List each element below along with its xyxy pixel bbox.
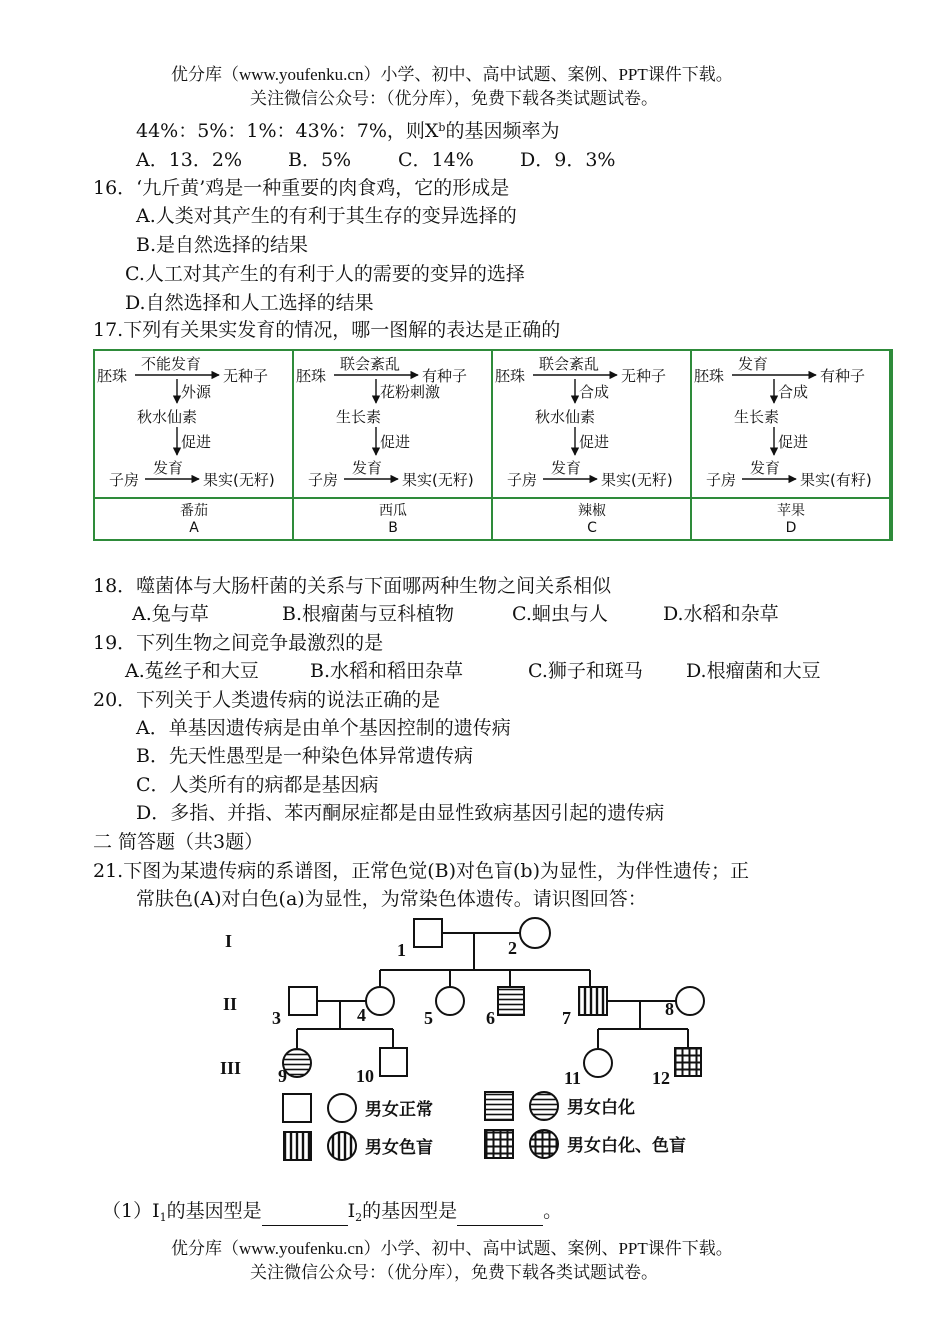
q21-stem-line2: 常肤色(A)对白色(a)为显性，为常染色体遗传。请识图回答： [136, 888, 647, 910]
panel-3-low-arrow-label: 促进 [778, 433, 809, 451]
pedigree-lines [297, 933, 688, 1048]
panel-2-top-right: 无种子 [621, 367, 667, 385]
generation-label-1: I [225, 931, 233, 951]
panel-1-bot-left: 子房 [308, 471, 339, 489]
panel-1-low-arrow-label: 促进 [380, 433, 411, 451]
q19-options [125, 659, 821, 683]
q18-option-d: D.水稻和杂草 [663, 603, 779, 625]
panel-0-top-right: 无种子 [223, 367, 269, 385]
label-9: 9 [278, 1066, 287, 1086]
panel-3-name: 苹果 [777, 503, 805, 519]
panel-0-name: 番茄 [180, 503, 208, 519]
q20-option-b: B．先天性愚型是一种染色体异常遗传病 [136, 745, 473, 767]
individual-1 [414, 919, 442, 947]
panel-0-top-left: 胚珠 [97, 367, 128, 385]
panel-1-mid-arrow-label: 花粉刺激 [380, 383, 441, 401]
fruit-diagrams [95, 351, 891, 539]
answer-blank-2[interactable] [457, 1207, 543, 1226]
panel-2-bot-arrow-label: 发育 [551, 459, 582, 477]
panel-2-name: 辣椒 [578, 503, 606, 519]
panel-1-letter: B [388, 520, 398, 536]
page-footer-line1: 优分库（www.youfenku.cn）小学、初中、高中试题、案例、PPT课件下载。 [171, 1239, 733, 1258]
panel-1-top-left: 胚珠 [296, 367, 327, 385]
label-11: 11 [564, 1068, 582, 1088]
legend-female-colorblind [328, 1132, 356, 1160]
legend-male-both [485, 1130, 513, 1158]
q19-option-d: D.根瘤菌和大豆 [686, 660, 821, 682]
q19-option-a: A.菟丝子和大豆 [125, 660, 259, 682]
individual-11 [584, 1049, 612, 1077]
individual-4 [366, 987, 394, 1015]
panel-0-letter: A [189, 520, 199, 536]
legend-label-colorblind: 男女色盲 [365, 1138, 433, 1158]
panel-0-bot-right: 果实(无籽) [203, 471, 275, 489]
panel-2-mid-node: 秋水仙素 [535, 408, 596, 426]
pedigree-chart [210, 912, 750, 1182]
panel-0-bot-left: 子房 [109, 471, 140, 489]
q18-option-c: C.蛔虫与人 [512, 603, 608, 625]
q16-option-c: C.人工对其产生的有利于人的需要的变异的选择 [125, 263, 525, 285]
panel-2-low-arrow-label: 促进 [579, 433, 610, 451]
individual-12-albino-colorblind [675, 1048, 701, 1076]
legend-label-normal: 男女正常 [365, 1100, 433, 1120]
panel-3-top-right: 有种子 [820, 367, 866, 385]
panel-2-bot-right: 果实(无籽) [601, 471, 673, 489]
legend-male-albino [485, 1092, 513, 1120]
q18-option-a: A.兔与草 [132, 603, 209, 625]
individual-10 [380, 1048, 407, 1076]
page-header-line1: 优分库（www.youfenku.cn）小学、初中、高中试题、案例、PPT课件下载。 [171, 65, 733, 84]
legend-label-albino: 男女白化 [567, 1098, 635, 1118]
panel-2-mid-arrow-label: 合成 [579, 383, 610, 401]
q15-options [136, 148, 615, 172]
panel-3-top-left: 胚珠 [694, 367, 725, 385]
individual-8 [676, 987, 704, 1015]
q16-stem: 16．‘九斤黄’鸡是一种重要的肉食鸡，它的形成是 [93, 177, 510, 199]
q17-stem: 17.下列有关果实发育的情况，哪一图解的表达是正确的 [93, 319, 561, 341]
label-5: 5 [424, 1008, 433, 1028]
individual-6-albino [498, 987, 524, 1015]
panel-3-letter: D [785, 520, 797, 536]
label-6: 6 [486, 1008, 495, 1028]
panel-1-mid-node: 生长素 [336, 408, 382, 426]
legend-female-both [530, 1130, 558, 1158]
legend-male-normal [283, 1094, 311, 1122]
individual-2 [520, 918, 550, 948]
label-3: 3 [272, 1008, 281, 1028]
panel-2-letter: C [587, 520, 597, 536]
individual-7-colorblind [579, 987, 607, 1015]
label-7: 7 [562, 1008, 571, 1028]
q19-option-b: B.水稻和稻田杂草 [310, 660, 464, 682]
panel-0-low-arrow-label: 促进 [181, 433, 212, 451]
panel-1-bot-arrow-label: 发育 [352, 459, 383, 477]
legend-female-albino [530, 1092, 558, 1120]
q15-option-a: A．13．2% [136, 149, 243, 171]
q18-option-b: B.根瘤菌与豆科植物 [282, 603, 455, 625]
legend-label-both: 男女白化、色盲 [567, 1136, 686, 1156]
label-4: 4 [357, 1005, 366, 1025]
q18-stem: 18．噬菌体与大肠杆菌的关系与下面哪两种生物之间关系相似 [93, 575, 612, 597]
legend-female-normal [328, 1094, 356, 1122]
label-8: 8 [665, 999, 674, 1019]
panel-1-name: 西瓜 [379, 503, 407, 519]
panel-0-bot-arrow-label: 发育 [153, 459, 184, 477]
panel-1-bot-right: 果实(无籽) [402, 471, 474, 489]
panel-3-bot-left: 子房 [706, 471, 737, 489]
q20-option-c: C．人类所有的病都是基因病 [136, 774, 379, 796]
panel-0-mid-node: 秋水仙素 [137, 408, 198, 426]
panel-3-top-arrow-label: 发育 [738, 355, 769, 373]
label-10: 10 [356, 1066, 374, 1086]
pedigree-symbols [283, 918, 704, 1160]
panel-0-mid-arrow-label: 外源 [181, 383, 212, 401]
panel-3-mid-node: 生长素 [734, 408, 780, 426]
panel-2-top-arrow-label: 联会紊乱 [539, 355, 600, 373]
q15-option-b: B．5% [288, 149, 352, 171]
label-2: 2 [508, 938, 517, 958]
q15-option-d: D．9．3% [520, 149, 616, 171]
panel-2-top-left: 胚珠 [495, 367, 526, 385]
page-footer-line2: 关注微信公众号：（优分库），免费下载各类试题试卷。 [250, 1263, 658, 1282]
panel-3-mid-arrow-label: 合成 [778, 383, 809, 401]
answer-blank-1[interactable] [262, 1207, 348, 1226]
panel-1-top-arrow-label: 联会紊乱 [340, 355, 401, 373]
individual-3 [289, 987, 317, 1015]
individual-5 [436, 987, 464, 1015]
q16-option-b: B.是自然选择的结果 [136, 234, 309, 256]
individual-9-albino [283, 1049, 311, 1077]
generation-label-2: II [223, 994, 238, 1014]
legend-male-colorblind [284, 1132, 311, 1160]
q19-stem: 19．下列生物之间竞争最激烈的是 [93, 632, 384, 654]
panel-3-bot-arrow-label: 发育 [750, 459, 781, 477]
q15-stem-tail: 44%：5%：1%：43%：7%，则$X^b$的基因频率为 [136, 120, 560, 142]
q15-option-c: C．14% [398, 149, 474, 171]
q21-stem-line1: 21.下图为某遗传病的系谱图，正常色觉(B)对色盲(b)为显性，为伴性遗传；正 [93, 860, 749, 882]
label-12: 12 [652, 1068, 670, 1088]
panel-1-top-right: 有种子 [422, 367, 468, 385]
generation-label-3: III [220, 1058, 242, 1078]
q18-options [132, 602, 779, 626]
panel-3-bot-right: 果实(有籽) [800, 471, 872, 489]
panel-0-top-arrow-label: 不能发育 [141, 355, 202, 373]
page-header-line2: 关注微信公众号：（优分库），免费下载各类试题试卷。 [250, 89, 658, 108]
label-1: 1 [397, 940, 406, 960]
section-title: 二 简答题（共3题） [93, 831, 264, 853]
q16-option-d: D.自然选择和人工选择的结果 [125, 292, 374, 314]
q20-option-a: A．单基因遗传病是由单个基因控制的遗传病 [136, 717, 511, 739]
q21-subquestion-1: $(1)Ⅰ_1$的基因型是 $I_2$的基因型是 。 [102, 1200, 563, 1224]
q20-stem: 20．下列关于人类遗传病的说法正确的是 [93, 689, 441, 711]
q20-option-d: D．多指、并指、苯丙酮尿症都是由显性致病基因引起的遗传病 [136, 802, 665, 824]
panel-2-bot-left: 子房 [507, 471, 538, 489]
fruit-development-table [93, 349, 893, 541]
q19-option-c: C.狮子和斑马 [528, 660, 643, 682]
q16-option-a: A.人类对其产生的有利于其生存的变异选择的 [136, 205, 517, 227]
